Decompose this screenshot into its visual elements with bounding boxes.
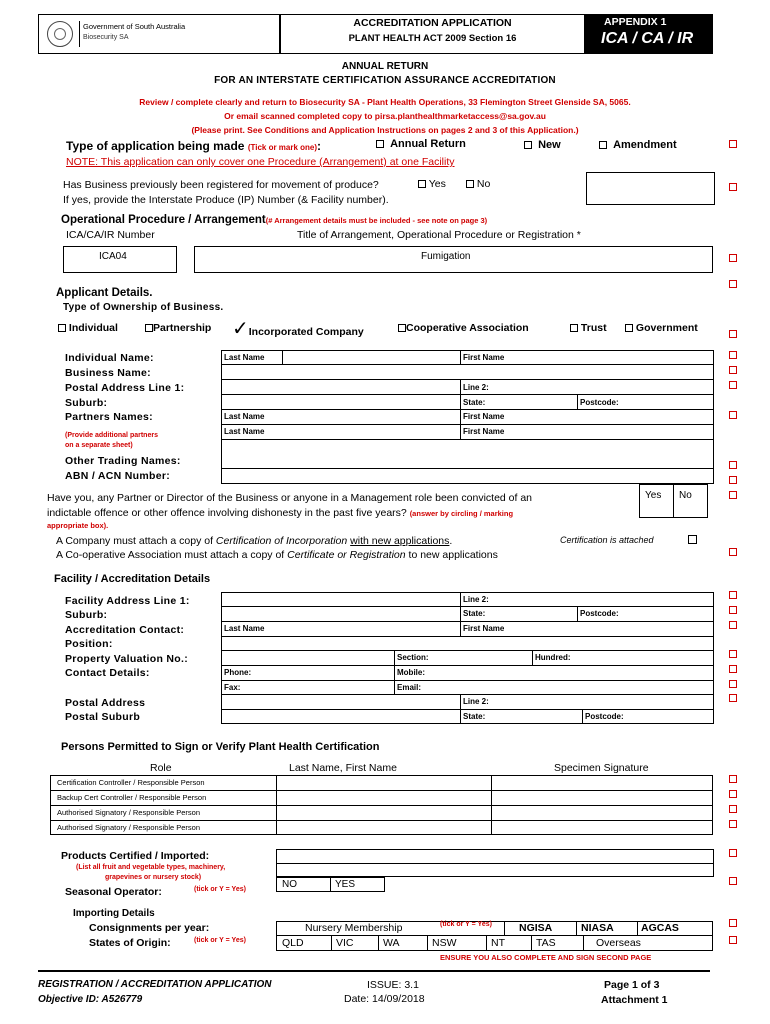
ownership-government[interactable]: Government [625, 322, 698, 334]
mobile-field[interactable]: Mobile: [397, 668, 425, 677]
suburb-label: Suburb: [65, 397, 108, 409]
cooperative-checkbox[interactable] [398, 324, 406, 332]
margin-checkbox[interactable] [729, 330, 737, 338]
arrangement-title-value: Fumigation [421, 251, 471, 262]
postal-state-field-facility[interactable]: State: [463, 712, 486, 721]
logo-divider [79, 21, 80, 47]
ownership-partnership[interactable]: Partnership [145, 322, 211, 334]
postal-line2-field-facility[interactable]: Line 2: [463, 697, 489, 706]
states-tick-note: (tick or Y = Yes) [194, 937, 246, 944]
state-nt[interactable]: NT [491, 937, 505, 949]
conviction-yes-label: Yes [645, 490, 662, 501]
tick-note: (Tick or mark one) [247, 143, 318, 152]
individual-name-label: Individual Name: [65, 352, 154, 364]
margin-checkbox[interactable] [729, 351, 737, 359]
ownership-individual[interactable]: Individual [58, 322, 118, 334]
ownership-incorporated[interactable]: ✓Incorporated Company [232, 318, 364, 340]
arrangement-title-label: Title of Arrangement, Operational Procedure or Registration * [297, 229, 581, 241]
consignments-label: Consignments per year: [89, 922, 210, 934]
margin-checkbox[interactable] [729, 461, 737, 469]
ica-number-label: ICA/CA/IR Number [66, 229, 155, 241]
margin-checkbox[interactable] [729, 366, 737, 374]
annual-return-heading: ANNUAL RETURN [341, 61, 429, 72]
facility-state-field[interactable]: State: [463, 609, 486, 618]
margin-checkbox[interactable] [729, 694, 737, 702]
new-option[interactable]: New [524, 139, 561, 151]
margin-checkbox[interactable] [729, 650, 737, 658]
annual-return-checkbox[interactable] [376, 140, 384, 148]
name-column-header: Last Name, First Name [289, 762, 397, 774]
seasonal-no-label: NO [282, 879, 297, 890]
individual-checkbox[interactable] [58, 324, 66, 332]
company-attach-note: A Company must attach a copy of Certification of Incorporation with new applications. [56, 535, 453, 547]
margin-checkbox[interactable] [729, 381, 737, 389]
products-note-1: (List all fruit and vegetable types, machinery, [76, 864, 226, 871]
margin-checkbox[interactable] [729, 936, 737, 944]
role-row-2: Backup Cert Controller / Responsible Person [57, 793, 207, 802]
margin-checkbox[interactable] [729, 877, 737, 885]
new-checkbox[interactable] [524, 141, 532, 149]
ownership-trust[interactable]: Trust [570, 322, 607, 334]
partner1-last-name-field[interactable]: Last Name [224, 412, 265, 421]
individual-last-name-field[interactable]: Last Name [224, 353, 265, 362]
footer-rule [38, 970, 710, 972]
application-type-label: Type of application being made (Tick or mark one): [66, 139, 322, 153]
applicant-details-title: Applicant Details. [56, 287, 153, 299]
signature-column-header: Specimen Signature [554, 762, 649, 774]
accreditation-heading: FOR AN INTERSTATE CERTIFICATION ASSURANCE ACCREDITATION [214, 75, 556, 86]
conviction-no-label: No [679, 490, 692, 501]
postal-suburb-label: Postal Suburb [65, 711, 141, 723]
state-wa[interactable]: WA [383, 937, 400, 949]
facility-line2-field[interactable]: Line 2: [463, 595, 489, 604]
postal-address-label: Postal Address Line 1: [65, 382, 185, 394]
seasonal-operator-label: Seasonal Operator: [65, 886, 162, 898]
footer-issue: ISSUE: 3.1 [367, 979, 419, 991]
state-overseas[interactable]: Overseas [596, 937, 641, 949]
footer-date: Date: 14/09/2018 [344, 993, 425, 1005]
check-mark-icon: ✓ [232, 318, 249, 340]
header-logo-box [38, 14, 280, 54]
margin-checkbox[interactable] [729, 140, 737, 148]
footer-attachment: Attachment 1 [601, 994, 668, 1006]
sa-crest-icon [47, 21, 73, 47]
role-row-4: Authorised Signatory / Responsible Person [57, 823, 200, 832]
email-field[interactable]: Email: [397, 683, 422, 692]
return-instructions: Review / complete clearly and return to Biosecurity SA - Plant Health Operations, 33 Flemington Street Glenside SA, 5065. [139, 97, 631, 107]
state-nsw[interactable]: NSW [432, 937, 457, 949]
previous-no-checkbox[interactable] [466, 180, 474, 188]
signers-title: Persons Permitted to Sign or Verify Plant Health Certification [61, 741, 380, 753]
margin-checkbox[interactable] [729, 680, 737, 688]
ownership-cooperative[interactable]: Cooperative Association [398, 322, 529, 334]
certification-attached-label: Certification is attached [560, 535, 654, 545]
margin-checkbox[interactable] [729, 548, 737, 556]
role-row-1: Certification Controller / Responsible Person [57, 778, 205, 787]
facility-postcode-field[interactable]: Postcode: [580, 609, 619, 618]
postal-address-label-facility: Postal Address [65, 697, 146, 709]
ica-number-value: ICA04 [99, 251, 127, 262]
margin-checkbox[interactable] [729, 476, 737, 484]
margin-checkbox[interactable] [729, 775, 737, 783]
state-vic[interactable]: VIC [336, 937, 354, 949]
previous-registration-question: Has Business previously been registered for movement of produce? [63, 179, 379, 191]
partner2-first-name-field[interactable]: First Name [463, 427, 505, 436]
role-row-3: Authorised Signatory / Responsible Person [57, 808, 200, 817]
amendment-checkbox[interactable] [599, 141, 607, 149]
partner2-last-name-field[interactable]: Last Name [224, 427, 265, 436]
other-trading-names-label: Other Trading Names: [65, 455, 181, 467]
phone-field[interactable]: Phone: [224, 668, 252, 677]
hundred-field[interactable]: Hundred: [535, 653, 571, 662]
fax-field[interactable]: Fax: [224, 683, 241, 692]
postal-postcode-field[interactable]: Postcode: [580, 398, 619, 407]
certification-attached-checkbox[interactable] [688, 535, 697, 544]
footer-form-name: REGISTRATION / ACCREDITATION APPLICATION [38, 979, 272, 990]
partners-note-1: (Provide additional partners [65, 432, 158, 439]
facility-suburb-label: Suburb: [65, 609, 108, 621]
partners-names-label: Partners Names: [65, 411, 153, 423]
postal-postcode-field-facility[interactable]: Postcode: [585, 712, 624, 721]
email-instructions: Or email scanned completed copy to pirsa.planthealthmarketaccess@sa.gov.au [224, 111, 546, 121]
postal-line2-field[interactable]: Line 2: [463, 383, 489, 392]
margin-checkbox[interactable] [729, 820, 737, 828]
logo-text-government: Government of South Australia [83, 22, 186, 31]
products-note-2: grapevines or nursery stock) [105, 874, 202, 881]
margin-checkbox[interactable] [729, 849, 737, 857]
complete-second-page-note: ENSURE YOU ALSO COMPLETE AND SIGN SECOND PAGE [440, 953, 652, 962]
valuation-label: Property Valuation No.: [65, 653, 188, 665]
business-name-field[interactable] [222, 365, 712, 378]
one-procedure-note: NOTE: This application can only cover one Procedure (Arrangement) at one Facility [66, 156, 455, 168]
contact-first-name-field[interactable]: First Name [463, 624, 505, 633]
margin-checkbox[interactable] [729, 591, 737, 599]
ngisa-membership[interactable]: NGISA [519, 922, 553, 934]
margin-checkbox[interactable] [729, 491, 737, 499]
abn-label: ABN / ACN Number: [65, 470, 171, 482]
margin-checkbox[interactable] [729, 254, 737, 262]
individual-first-name-field[interactable]: First Name [463, 353, 505, 362]
trust-checkbox[interactable] [570, 324, 578, 332]
states-origin-label: States of Origin: [89, 937, 171, 949]
margin-checkbox[interactable] [729, 919, 737, 927]
print-instructions: (Please print. See Conditions and Application Instructions on pages 2 and 3 of this Application.) [191, 125, 579, 135]
conviction-question-2: indictable offence or other offence involving dishonesty in the past five years? (answer by circling / marking [47, 507, 514, 519]
accreditation-contact-label: Accreditation Contact: [65, 624, 185, 636]
operational-title: Operational Procedure / Arrangement(# Arrangement details must be included - see note on page 3) [61, 214, 488, 226]
margin-checkbox[interactable] [729, 665, 737, 673]
appendix-label: APPENDIX 1 [604, 16, 667, 28]
footer-page-number: Page 1 of 3 [604, 979, 660, 991]
role-column-header: Role [150, 762, 172, 774]
margin-checkbox[interactable] [729, 805, 737, 813]
state-tas[interactable]: TAS [536, 937, 556, 949]
seasonal-yes-label: YES [335, 879, 356, 890]
ip-number-instruction: If yes, provide the Interstate Produce (IP) Number (& Facility number). [63, 194, 389, 206]
amendment-option[interactable]: Amendment [599, 139, 677, 151]
annual-return-option[interactable]: Annual Return [376, 138, 466, 150]
form-code: ICA / CA / IR [601, 30, 694, 47]
section-field[interactable]: Section: [397, 653, 429, 662]
partners-note-2: on a separate sheet) [65, 442, 133, 449]
facility-title: Facility / Accreditation Details [54, 573, 211, 585]
cooperative-attach-note: A Co-operative Association must attach a copy of Certificate or Registration to new applications [56, 549, 498, 561]
agcas-membership[interactable]: AGCAS [641, 922, 679, 934]
conviction-question-1: Have you, any Partner or Director of the Business or anyone in a Management role been convicted of an [47, 492, 533, 504]
niasa-membership[interactable]: NIASA [581, 922, 614, 934]
business-name-label: Business Name: [65, 367, 151, 379]
contact-last-name-field[interactable]: Last Name [224, 624, 265, 633]
nursery-membership-label: Nursery Membership [305, 922, 403, 934]
government-checkbox[interactable] [625, 324, 633, 332]
logo-text-biosecurity: Biosecurity SA [83, 34, 129, 41]
previous-yes-checkbox[interactable] [418, 180, 426, 188]
seasonal-tick-note: (tick or Y = Yes) [194, 886, 246, 893]
ip-number-field[interactable] [586, 172, 715, 205]
margin-checkbox[interactable] [729, 411, 737, 419]
previous-yes-option[interactable]: Yes [418, 178, 446, 190]
importing-title: Importing Details [73, 908, 155, 919]
state-qld[interactable]: QLD [282, 937, 304, 949]
margin-checkbox[interactable] [729, 790, 737, 798]
products-title: Products Certified / Imported: [61, 850, 210, 862]
form-title: ACCREDITATION APPLICATION [353, 17, 512, 29]
previous-no-option[interactable]: No [466, 178, 490, 190]
footer-objective-id: Objective ID: A526779 [38, 994, 143, 1005]
nursery-tick-note: (tick or Y = Yes) [440, 921, 492, 928]
partnership-checkbox[interactable] [145, 324, 153, 332]
margin-checkbox[interactable] [729, 280, 737, 288]
partner1-first-name-field[interactable]: First Name [463, 412, 505, 421]
conviction-note-2: appropriate box). [47, 521, 109, 530]
facility-address-label: Facility Address Line 1: [65, 595, 190, 607]
form-subtitle: PLANT HEALTH ACT 2009 Section 16 [348, 33, 517, 44]
contact-details-label: Contact Details: [65, 667, 150, 679]
postal-state-field[interactable]: State: [463, 398, 486, 407]
position-label: Position: [65, 638, 113, 650]
margin-checkbox[interactable] [729, 621, 737, 629]
ownership-label: Type of Ownership of Business. [63, 302, 224, 313]
margin-checkbox[interactable] [729, 183, 737, 191]
margin-checkbox[interactable] [729, 606, 737, 614]
